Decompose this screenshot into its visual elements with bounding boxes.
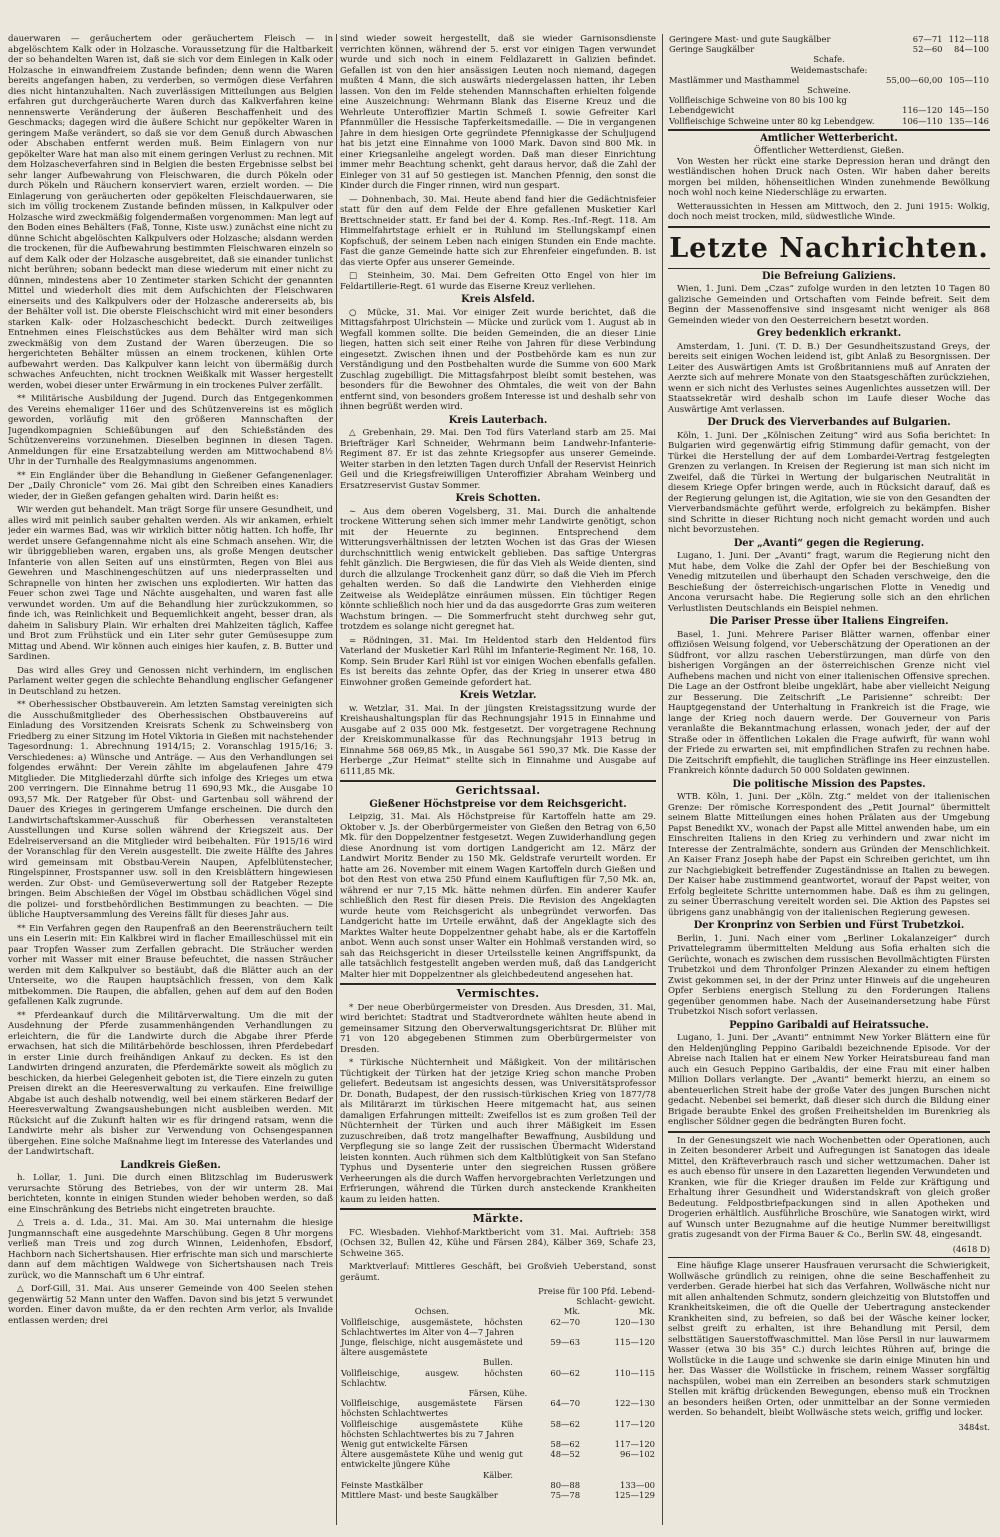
- divider: [340, 1208, 656, 1210]
- price-value: 125—129: [614, 1490, 655, 1501]
- article-text: dauerwaren — geräuchertem oder geräuchertem Fleisch — in abgelöschtem Kalk oder in Holzasche. Voraussetzung für die Haltbarkeit der so behandelten Waren ist, daß sie sich vor dem Einlegen in Kalk oder Holzasche in einwandfreiem Zustande befinden; denn wenn die Waren bereits angefangen haben, zu verderben, so vermögen diese Verfahren dies nicht hintanzuhalten. Nach zuverlässigen Mitteilungen aus Belgien erfahren gut durchgeräucherte Waren durch das Kalkverfahren keine nennenswerte Veränderung der äußeren Beschaffenheit und des Geschmacks; dagegen wird die äußere Schicht nur gepökelter Waren in geringem Maße verändert, so daß sie vor dem Genuß durch Abwaschen oder Abschaben entfernt werden muß. Beim Einlagern von nur gepökelter Ware hat man also mit einem geringen Verlust zu rechnen. Mit dem Holzascheverfahren sind in Belgien die besten Ergebnisse selbst bei sehr langer Aufbewahrung von Fleischwaren, die durch Pökeln oder durch Pökeln und Räuchern konserviert waren, erzielt worden. — Die Einlagerung von geräucherten oder gepökelten Fleischdauerwaren, sie sich im völlig trockenem Zustande befinden müssen, in Kalkpulver oder Holzasche wird zweckmäßig folgendermaßen vorgenommen: Man legt auf den Boden eines Behälters (Faß, Tonne, Kiste usw.) zunächst eine nicht zu dünne Schicht abgelöschten Kalkpulvers oder Holzasche; alsdann werden die trockenen, für die Aufbewahrung bestimmten Fleischwaren einzeln so auf dem Kalk oder der Holzasche ausgebreitet, daß sie einander tunlichst nicht berühren; sobann bedeckt man diese wiederum mit einer nicht zu dünnen, mindestens aber 10 Zentimeter starken Schicht der genannten Mittel und wiederholt dies mit dem Aufschichten der Fleischwaren einerseits und des Kalkpulvers oder der Holzasche andererseits ab, bis der Behälter voll ist. Die oberste Fleischschicht wird mit einer besonders starken Kalk- oder Holzascheschicht bedeckt. Durch zeitweiliges Entnehmen eines Fleischstückes aus dem Behälter wird man sich zweckmäßig von dem Zustand der Waren überzeugen. Die so hergerichteten Behälter müssen an einem trockenen, kühlen Orte aufbewahrt werden. Das Kalkpulver kann leicht von übermäßig durch schwaches Anfeuchten, nicht trocknen Weißkalk mit Wasser hergestellt werden, wobei dieser unter Erwärmung in ein trockenes Pulver zerfällt.: [8, 34, 333, 391]
- article-galizien: Wien, 1. Juni. Dem „Czas“ zufolge wurden in den letzten 10 Tagen 80 galizische Gemeinden und Ortschaften vom Feinde befreit. Seit dem Beginn der Massenoffensive sind insgesamt nicht weniger als 868 Gemeinden wieder von den Oesterreichern besetzt worden.: [668, 284, 990, 326]
- section-heading-wetterbericht: Amtlicher Wetterbericht.: [760, 132, 898, 144]
- article-heading-grey: Grey bedenklich erkrankt.: [756, 328, 902, 340]
- article-garibaldi: Lugano, 1. Juni. Der „Avanti“ entnimmt New Yorker Blättern eine für den Heldenjüngling Peppino Garibaldi bezeichnende Episode. Vor der Abreise nach Italien hat er einem New Yorker Heiratsbureau fand man auch ein Gesuch Peppino Garibaldis, der eine Frau mit einer halben Million Dollars verlangte. Der „Avanti“ bemerkt hierzu, an einem so abenteuerlichen Streit habe der große Vater des jungen Burschen nicht gedacht. Nebenbei sei bemerkt, daß dieser sich durch die Bildung einer Brigade beraubte Enkel des großen Freiheitshelden im Burenkrieg als englischer Söldner gegen die bedrängten Buren focht.: [668, 1033, 990, 1128]
- price-label: Vollfleischige Schweine von 80 bis 100 kg: [669, 95, 847, 106]
- article-grey: Amsterdam, 1. Juni. (T. D. B.) Der Gesundheitszustand Greys, der bereits seit einigen Wochen leidend ist, gibt Anlaß zu Besorgnissen. Der Leiter des Auswärtigen Amts ist Großbritanniens muß auf Anraten der Aerzte sich auf mehrere Monate von den Staatsgeschäften zurückziehen, wenn er sich nicht des Verlustes seines Augenlichtes aussetzen will. Der Staatssekretär wird deshalb schon im Laufe dieser Woche das Auswärtige Amt verlassen.: [668, 341, 990, 415]
- price-row: [668, 95, 990, 105]
- price-table-header: [340, 1286, 656, 1306]
- article-heading-papst: Die politische Mission des Papstes.: [732, 778, 926, 790]
- article-wetzlar: w. Wetzlar, 31. Mai. In der jüngsten Kreistagssitzung wurde der Kreishaushaltungsplan für das Rechnungsjahr 1915 in Einnahme und Ausgabe auf 2 035 000 Mk. festgesetzt. Der vorgetragene Rechnung der Kreiskommunalkasse für das Rechnungsjahr 1913 betrug in Einnahme 568 069,85 Mk., in Ausgabe 561 590,37 Mk. Die Kasse der Herberge „Zur Heimat“ stellte sich in Einnahme und Ausgabe auf 6111,85 Mk.: [340, 703, 656, 777]
- price-row: [340, 1368, 656, 1388]
- price-value: 135—146: [948, 115, 989, 126]
- price-label: Vollfleischige, ausgemästete, höchsten Schlachtwertes im Alter von 4—7 Jahren: [341, 1316, 523, 1337]
- table-group-schweine: Schweine.: [807, 85, 851, 96]
- price-label: Vollfleischige, ausgemästete Färsen höchsten Schlachtwertes: [341, 1398, 523, 1419]
- table-group-faersen: Färsen, Kühe.: [468, 1388, 528, 1399]
- divider: [668, 268, 990, 269]
- article-hoechstpreise: Leipzig, 31. Mai. Als Höchstpreise für Kartoffeln hatte am 29. Oktober v. Js. der Oberbürgermeister von Gießen den Betrag von 6,50 Mk. für den Doppelzentner festgesetzt. Wegen Zuwiderhandlung gegen diese Anordnung ist vom dortigen Landgericht am 12. März der Landwirt Moritz Bender zu 150 Mk. Geldstrafe verurteilt worden. Er hatte am 26. November mit einem Wagen Kartoffeln durch Gießen und bot den Rest von etwa 250 Pfund einem Kaufluftigen für 7,50 Mk. an, während er nur 7,15 Mk. hätte nehmen dürfen. Ein anderer Kaufer schließlich den Rest für diesen Preis. Die Revision des Angeklagten wurde heute vom Reichsgericht als unbegründet verworfen. Das Landgericht hatte im Urteile erwähnt, daß der Angeklagte sich des Marktes Walter heute Doppelzentner gehabt habe, als er die Kartoffeln anbot. Wenn auch sonst unser Walter ein Hohlmaß verstanden wird, so sah das Reichsgericht in dieser Urteilsstelle keinen Angriffspunkt, da alle tatsächlich festgestellt angeben werden muß, daß das Landgericht Malter hier mit Doppelzentner als gleichbedeutend angesehen hat.: [340, 812, 656, 980]
- article-text: Das wird alles Grey und Genossen nicht verhindern, im englischen Parlament weiter gegen die schlechte Behandlung englischer Gefangener in Deutschland zu hetzen.: [8, 665, 333, 697]
- section-heading-alsfeld: Kreis Alsfeld.: [461, 294, 535, 305]
- unit-label: Mk.: [638, 1306, 655, 1317]
- price-col-header: Preise für 100 Pfd. Lebend- Schlacht- gewicht.: [538, 1286, 655, 1307]
- article-steinheim: □ Steinheim, 30. Mai. Dem Gefreiten Otto Engel von hier im Feldartillerie-Regt. 61 wurde das Eiserne Kreuz verliehen.: [340, 271, 656, 292]
- price-value: 112—118: [948, 34, 989, 44]
- article-quote: Wir werden gut behandelt. Man trägt Sorge für unsere Gesundheit, und alles wird mit peinlich sauber gehalten werden. Als wir ankamen, erhielt jeder ein warmes Bad, was wir wirklich bitter nötig hatten. Ich hoffe, Ihr werdet unsere Gefangennahme nicht als eine Schmach ansehen. Wir, die wir übriggeblieben waren, ergaben uns, als große Mengen deutscher Infanterie von allen Seiten auf uns einstürmten, Regen von Blei aus Gewehren und Maschinengeschützen auf uns niederprasselten und Schrapnelle von hinten her zwischen uns explodierten. Wir hatten das Feuer schon zwei Tage und Nächte ausgehalten, und waren fast alle verwundet worden. Um auf die Behandlung hier zurückzukommen, so finde ich, was Reinlichkeit und Bequemlichkeit angeht, besser dran, als daheim in Salisbury Plain. Wir erhalten drei Mahlzeiten täglich, Kaffee und Brot zum Frühstück und ein Liter sehr guter Gemüsesuppe zum Mittag und Abend. Wir können auch einiges hier kaufen, z. B. Butter und Sardinen.: [8, 505, 333, 662]
- price-row: [340, 1337, 656, 1357]
- market-report-intro: FC. Wiesbaden. Viehhof-Marktbericht vom 31. Mai. Auftrieb: 358 (Ochsen 32, Bullen 42, Kühe und Färsen 284), Kälber 369, Schafe 23, Schweine 365.: [340, 1227, 656, 1259]
- article-oberbuergermeister: * Der neue Oberbürgermeister von Dresden. Aus Dresden, 31. Mai, wird berichtet: Stadtrat und Stadtverordnete wählten heute abend in gemeinsamer Sitzung den Oberverwaltungsgerichtsrat Dr. Blüher mit 71 von 120 abgegebenen Stimmen zum Oberbürgermeister von Dresden.: [340, 1002, 656, 1055]
- price-value: 84—100: [953, 44, 989, 55]
- divider: [668, 226, 990, 228]
- article-dohnenbach: — Dohnenbach, 30. Mai. Heute abend fand hier die Gedächtnisfeier statt für den auf dem Felde der Ehre gefallenen Musketier Karl Brettschneider statt. Er fand bei der 4. Komp. Res.-Inf.-Regt. 118. Am Himmelfahrtstage erhielt er in Ruhlund im Stellungskampf einen Kopfschuß, der seinem Leben nach einigen Stunden ein Ende machte. Fast die ganze Gemeinde hatte sich zur Ehrenfeier eingefunden. B. ist das vierte Opfer aus unserer Gemeinde.: [340, 194, 656, 268]
- article-jugend: ** Militärische Ausbildung der Jugend. Durch das Entgegenkommen des Vereins ehemaliger 116er und des Schützenvereins ist es möglich geworden, vorläufig mit den größeren Mannschaften der Jugendkompagnien Schießübungen auf den Schießständen des Schützenvereins vorzunehmen. Dieselben beginnen in diesen Tagen. Anmeldungen für eine Ersatzabteilung werden am Mittwochabend 8½ Uhr in der Turnhalle des Realgymnasiums angenommen.: [8, 394, 333, 467]
- price-value: 55,00—60,00: [886, 74, 943, 85]
- price-value: 64—70: [550, 1398, 581, 1409]
- wetter-subtitle: Öffentlicher Wetterdienst, Gießen.: [753, 146, 905, 157]
- unit-label: Mk.: [563, 1306, 581, 1317]
- price-value: 133—00: [619, 1479, 655, 1490]
- price-label: Wenig gut entwickelte Färsen: [341, 1439, 468, 1450]
- article-kronprinz: Berlin, 1. Juni. Nach einer vom „Berliner Lokalanzeiger“ durch Privattelegramm übermittelten Meldung aus Sofia erhalten sich die Gerüchte, wonach es zwischen dem russischen Bevollmächtigten Fürsten Trubetzkoi und dem Thronfolger Prinzen Alexander zu einem heftigen Zwist gekommen sei, in der der Prinz unter Hinweis auf die ungeheuren Opfer Serbiens energisch Stellung zu den Forderungen Italiens gegenüber genommen habe. Nach der Auseinandersetzung habe Fürst Trubetzkoi Nisch sofort verlassen.: [668, 933, 990, 1018]
- price-table-continued: [668, 34, 990, 126]
- section-heading-wetzlar: Kreis Wetzlar.: [459, 690, 537, 701]
- article-avanti: Lugano, 1. Juni. Der „Avanti“ fragt, warum die Regierung nicht den Mut habe, dem Volke die Zahl der Opfer bei der Beschießung von Venedig mitzuteilen und überhaupt den Schaden verschweige, den die Beschießung der österreichisch-ungarischen Flotte in Venedig und Ancona verursacht habe. Die Regierung solle sich an den ehrlichen Verlustlisten Deutschlands ein Beispiel nehmen.: [668, 551, 990, 614]
- price-value: 80—88: [550, 1479, 581, 1490]
- price-row: [668, 44, 990, 54]
- column-3: [668, 34, 990, 1527]
- section-heading-landkreis-giessen: Landkreis Gießen.: [120, 1159, 221, 1171]
- price-label: Ältere ausgemästete Kühe und wenig gut entwickelte jüngere Kühe: [341, 1449, 523, 1470]
- article-lollar: h. Lollar, 1. Juni. Die durch einen Blitzschlag im Buderuswerk verursachte Störung des Betriebes, von der wir unterm 28. Mai berichteten, konnte in einigen Stunden wieder behoben werden, so daß eine Einschränkung des Betriebs nicht eingetreten brauchte.: [8, 1173, 333, 1215]
- wetter-aussichten: Wetteraussichten in Hessen am Mittwoch, den 2. Juni 1915: Wolkig, doch noch meist trocken, mild, südwestliche Winde.: [668, 201, 990, 223]
- price-label: Vollfleischige Schweine unter 80 kg Lebendgew.: [669, 115, 875, 126]
- table-group-schafe: Schafe.: [813, 54, 845, 65]
- price-table-units: [340, 1306, 656, 1316]
- price-label: Mittlere Mast- und beste Saugkälber: [341, 1490, 498, 1501]
- divider: [668, 129, 990, 131]
- price-row: [340, 1317, 656, 1337]
- price-value: 105—110: [948, 74, 989, 85]
- price-row: [668, 105, 990, 115]
- price-value: 75—78: [550, 1490, 581, 1501]
- price-value: 52—60: [912, 44, 943, 55]
- table-group-weidemast: Weidemastschafe:: [790, 64, 868, 75]
- price-row: [340, 1480, 656, 1490]
- price-label: Junge, fleischige, nicht ausgemästete und ältere ausgemästete: [341, 1337, 523, 1358]
- price-label: Mastlämmer und Masthammel: [669, 74, 800, 85]
- price-value: [881, 95, 944, 105]
- divider: [340, 780, 656, 782]
- price-value: 116—120: [902, 105, 943, 116]
- price-row: [340, 1439, 656, 1449]
- price-row: [340, 1419, 656, 1439]
- advert-persil: Eine häufige Klage unserer Hausfrauen verursacht die Schwierigkeit, Wollwäsche gründlich zu reinigen, ohne die seine Beschaffenheit zu verderben. Gerade hierbei hat sich das Verfahren, Wollwäsche nicht nur mit allen anhaltenden Schmutz, sondern gleichzeitig von Blutstoffen und Krankheitskeimen, die oft die Quelle der Uebertragung ansteckender Krankheiten sind, zu befreien, so daß bei der Wäsche keiner locker, selbst greift zu erhalten, ist ihre Behandlung mit Persil, dem selbsttätigen Sauerstoffwaschmittel. Man löse Persil in nur lauwarmem Wasser (etwa 30 bis 35° C.) durch leichtes Rühren auf, bringe die Wollstücke in die Lauge und schwenke sie darin einige Minuten hin und her. Das Wasser die Wollstücke in frischem, reinem Wasser sorgfältig nachspülen, wobei man ein Zerreiben an besonders stark schmutzigen Stellen mit kräftig drückenden Bewegungen, ebenso muß ein Trocknen an besonders heißen Orten, oder unmittelbar an der Sonne vermieden werden. So behandelt, bleibt Wollwäsche stets weich, griffig und locker.: [668, 1261, 990, 1419]
- price-value: 106—110: [902, 115, 943, 126]
- price-value: 110—115: [614, 1367, 655, 1378]
- article-heading-hoechstpreise: Gießener Höchstpreise vor dem Reichsgericht.: [369, 798, 627, 810]
- article-obstbauverein: ** Oberhessischer Obstbauverein. Am letzten Samstag vereinigten sich die Ausschußmitglieder des Oberhessischen Obstbauvereins auf Einladung des Vorsitzenden Kreisrats Schenk zu Schweinsberg von Friedberg zu einer Sitzung im Hotel Viktoria in Gießen mit nachstehender Tagesordnung: 1. Abrechnung 1914/15; 2. Voranschlag 1915/16; 3. Verschiedenes: a) Wünsche und Anträge. — Aus den Verhandlungen sei folgendes erwähnt: Der Verein zählte im abgelaufenen Jahre 479 Mitglieder. Die Mitgliederzahl dürfte sich infolge des Krieges um etwa 200 verringern. Die Einnahme betrug 11 690,93 Mk., die Ausgabe 10 093,57 Mk. Der Ratgeber für Obst- und Gartenbau soll während der Dauer des Krieges in geringerem Umfange erscheinen. Die durch den Landwirtschaftskammer-Ausschuß für Oberhessen veranstalteten Ausstellungen und Kurse sollen während der Kriegszeit aus. Der Edelreiserversand an die Mitglieder wird beibehalten. Für 1915/16 wird der Voranschlag für den Verein ausgestellt. Die zweite Hälfte des Jahres wird gemeinsam mit Obstbau-Verein Naupen, Apfelblütenstecher, Ringelspinner, Frostspanner usw. soll in den Kreisblättern hingewiesen werden. Zur Obst- und Gemüseverwertung soll der Ratgeber Rezepte bringen. Beim Abschießen der Vögel im Obstbau schädlichen Vögel sind die polizei- und forstbehördlichen Bestimmungen zu beachten. — Die übliche Hauptversammlung des Vereins fällt für dieses Jahr aus.: [8, 700, 333, 920]
- advert-tag: (4618 D): [952, 1243, 990, 1254]
- article-dorf-gill: △ Dorf-Gill, 31. Mai. Aus unserer Gemeinde von 400 Seelen stehen gegenwärtig 52 Mann unter den Waffen. Davon sind bis jetzt 5 verwundet worden. Einer davon mußte, da er den rechten Arm verlor, als Invalide entlassen werden; drei: [8, 1284, 333, 1326]
- price-value: 48—52: [550, 1449, 581, 1460]
- divider: [668, 1131, 990, 1133]
- price-label: Lebendgewicht: [669, 105, 735, 116]
- article-grebenhain: △ Grebenhain, 29. Mai. Den Tod fürs Vaterland starb am 25. Mai Briefträger Karl Schneider, Wehrmann beim Landwehr-Infanterie-Regiment 87. Er ist das zehnte Kriegsopfer aus unserer Gemeinde. Weiter starben in den letzten Tagen durch Unfall der Reservist Heinrich Geil und die Kriegsfreiwilligen Unteroffizier Abraham Weinberg und Ersatzreservist Gustav Sommer.: [340, 428, 656, 491]
- market-report-verlauf: Marktverlauf: Mittleres Geschäft, bei Großvieh Ueberstand, sonst geräumt.: [340, 1262, 656, 1283]
- article-treis: △ Treis a. d. Lda., 31. Mai. Am 30. Mai unternahm die hiesige Jungmannschaft eine ausgedehnte Marschübung. Gegen 8 Uhr morgens verließ man Treis und zog durch Winnen, Leidenhofen, Ebsdorf, Hachborn nach Sichertshausen. Hier erfrischte man sich und marschierte dann auf dem mächtigen Waldwege von Sichertshausen nach Treis zurück, wo die Mannschaft um 6 Uhr eintraf.: [8, 1218, 333, 1281]
- article-heading-garibaldi: Peppino Garibaldi auf Heiratssuche.: [729, 1019, 929, 1031]
- article-heading-bulgarien: Der Druck des Vierverbandes auf Bulgarien.: [707, 417, 951, 429]
- table-group-ochsen: Ochsen.: [414, 1306, 450, 1317]
- headline-letzte-nachrichten: Letzte Nachrichten.: [669, 232, 989, 264]
- price-value: 62—70: [550, 1316, 581, 1327]
- column-rule: [662, 34, 663, 1525]
- section-heading-maerkte: Märkte.: [472, 1212, 524, 1225]
- price-row: [340, 1398, 656, 1418]
- price-row: [668, 116, 990, 126]
- section-heading-schotten: Kreis Schotten.: [455, 493, 541, 504]
- article-englaender: ** Ein Engländer über die Behandlung in Gießener Gefangenenlager. Der „Daily Chronicle“ vom 26. Mai gibt den Schreiben eines Kanadiers wieder, der in Gießen gefangen gehalten wird. Darin heißt es:: [8, 470, 333, 502]
- price-row: [668, 75, 990, 85]
- article-heading-pariser-presse: Die Pariser Presse über Italiens Eingreifen.: [709, 616, 949, 628]
- price-value: 67—71: [912, 34, 943, 44]
- column-rule: [336, 34, 337, 1525]
- section-heading-vermischtes: Vermischtes.: [456, 987, 540, 1000]
- column-2: [340, 34, 656, 1527]
- article-tuerkische-nuechternheit: * Türkische Nüchternheit und Mäßigkeit. Von der militärischen Tüchtigkeit der Türken hat der jetzige Krieg schon manche Proben geliefert. Bedeutsam ist angesichts dessen, was Universitätsprofessor Dr. Donath, Budapest, der den russisch-türkischen Krieg von 1877/78 als Militärarzt im türkischen Heere mitgemacht hat, aus seinen damaligen Erfahrungen mitteilt: Zweifellos ist es zum großen Teil der Nüchternheit der Türken und auch ihrer Mäßigkeit im Essen zuzuschreiben, daß trotz mangelhafter Bewaffnung, Ausbildung und Verpflegung sie so lange Zeit der russischen Übermacht Widerstand leisten konnten. Auch rühmen sich dem Kaltblütigkeit von San Stefano Typhus und Dysenterie unter den siegreichen Russen größere Verheerungen als die durch Waffen hervorgebrachten Verletzungen und Erfrierungen, während die Türken durch ansteckende Krankheiten kaum zu leiden hatten.: [340, 1058, 656, 1205]
- article-roedningen: = Rödningen, 31. Mai. Im Heldentod starb den Heldentod fürs Vaterland der Musketier Karl Rühl im Infanterie-Regiment Nr. 168, 10. Komp. Sein Bruder Karl Rühl ist vor einigen Wochen ebenfalls gefallen. Es ist bereits das zehnte Opfer, das der Krieg in unserer etwa 480 Einwohner großen Gemeinde gefordert hat.: [340, 635, 656, 688]
- section-heading-gerichtssaal: Gerichtssaal.: [455, 784, 541, 797]
- article-text: sind wieder soweit hergestellt, daß sie wieder Garnisonsdienste verrichten können, während der 5. erst vor einigen Tagen verwundet wurde und sich noch in einem Feldlazarett in Galizien befindet. Gefallen ist von den hier ansässigen Leuten noch niemand, dagegen mußten 4 Mann, die sich auswärts niedergelassen hatten, ihr Leben lassen. Von den im Felde stehenden Mannschaften erhielten folgende eine Auszeichnung: Wehrmann Blank das Eiserne Kreuz und die Wehrleute Unteroffizier Martin Schmeß I. sowie Gefreiter Karl Pfannmüller die Hessische Tapferkeitsmedaille. — Die in vergangenen Jahre in dem hiesigen Orte gegründete Pfennigkasse der Schuljugend hat bis jetzt eine Einnahme von 1000 Mark. Davon sind 800 Mk. in einer Kriegsanleihe angelegt worden. Daß man dieser Einrichtung immer mehr Beachtung schenkt, geht daraus hervor, daß die Zahl der Einleger von 31 auf 50 gestiegen ist. Manchen Pfennig, den sonst die Kinder durch die Finger rinnen, wird nun gespart.: [340, 34, 656, 191]
- price-row: [340, 1449, 656, 1469]
- article-muecke: ○ Mücke, 31. Mai. Vor einiger Zeit wurde berichtet, daß die Mittagsfahrpost Ulrichstein — Mücke und zurück vom 1. August ab in Wegfall kommen sollte. Die beiden Gemeinden, die an dieser Linie liegen, hatten sich seit einer Reihe von Jahren für diese Verbindung eingesetzt. Zwischen ihnen und der Postbehörde kam es nun zur Verständigung und den Postbehalten wurde die Summe von 600 Mark Zuschlag zugebilligt. Die Mittagsfahrpost bleibt somit bestehen, was besonders für die Bewohner des Ohmtales, die weit von der Bahn entfernt sind, von besonders großem Interesse ist und deshalb sehr von ihnen begrüßt werden wird.: [340, 307, 656, 412]
- price-value: 59—63: [550, 1337, 581, 1348]
- article-raupenfrass: ** Ein Verfahren gegen den Raupenfraß an den Beerensträuchern teilt uns ein Leserin mit: Ein Kalkbrei wird in flacher Emailleschüssel mit ein paar Tropfen Wasser zum Zerfallen gebracht. Die Sträucher werden vorher mit Wasser mit einer Brause befeuchtet, die nassen Sträucher werden mit dem Kalkpulver so bestäubt, daß die Blätter auch an der Unterseite, wo die Raupen hauptsächlich fressen, von dem Kalk mitbekommen. Die Raupen, die abfallen, gehen auf dem auf den Boden gefallenen Kalk zugrunde.: [8, 923, 333, 1007]
- price-value: 58—62: [550, 1418, 581, 1429]
- article-heading-avanti: Der „Avanti“ gegen die Regierung.: [733, 537, 925, 549]
- price-value: 60—62: [550, 1367, 581, 1378]
- advert-tag: 3484st.: [958, 1421, 990, 1432]
- price-value: 96—102: [619, 1449, 655, 1460]
- article-bulgarien: Köln, 1. Juni. Der „Kölnischen Zeitung“ wird aus Sofia berichtet: In Bulgarien wird gegenwärtig eifrig Stimmung dafür gemacht, von der Türkei die Herstellung der auf dem Lombardei-Vertrag festgelegten Grenzen zu verlangen. In Kreisen der Regierung ist man sich nicht im Zweifel, daß die Türkei in Wertung der bulgarischen Neutralität in diesem Kriege Opfer bringen werde, auch in Rücksicht darauf, daß es der Regierung gelungen ist, die Agitation, wie sie von den Gesandten der Vierverbandsmächte geführt werde, erfolgreich zu bekämpfen. Bisher sind Schritte in dieser Richtung noch nicht gemacht worden und auch nicht bevorzustehen.: [668, 430, 990, 536]
- price-row: [340, 1490, 656, 1500]
- table-group-kaelber: Kälber.: [483, 1469, 513, 1480]
- price-value: 122—130: [614, 1398, 655, 1409]
- price-value: 117—120: [614, 1439, 655, 1450]
- price-label: Geringere Mast- und gute Saugkälber: [669, 34, 831, 44]
- article-papst: WTB. Köln, 1. Juni. Der „Köln. Ztg.“ meldet von der italienischen Grenze: Der römische Korrespondent des „Petit Journal“ übermittelt seinem Blatte Mitteilungen eines hohen Prälaten aus der Umgebung Papst Benedikt XV., wonach der Papst alle Mittel anwenden habe, um ein Einschreiten Italiens in den Krieg zu verhindern und zwar nicht im Interesse der Zentralmächte, sondern aus Gründen der Menschlichkeit. An Kaiser Franz Joseph habe der Papst ein Schreiben gerichtet, um ihn zur Nachgiebigkeit betreffender Zugeständnisse an Italien zu bewegen. Der Kaiser habe zustimmend geantwortet, worauf der Papst weiter, von Erfolg begleitete Schritte unternommen habe. Daß es ihm zu gelingen, zu seiner Überraschung vereitelt worden sei. Die Aktion des Papstes sei übrigens ganz unabhängig von der italienischen Regierung gewesen.: [668, 792, 990, 918]
- divider: [340, 983, 656, 985]
- price-value: [944, 95, 991, 105]
- wetter-text: Von Westen her rückt eine starke Depression heran und drängt den westländischen hohen Druck nach Osten. Wir haben daher bereits morgen bei milden, höhenseitlichen Winden zunehmende Bewölkung noch wohl noch keine Niederschläge zu erwarten.: [668, 156, 990, 199]
- price-value: 58—62: [550, 1439, 581, 1450]
- price-table: [340, 1286, 656, 1500]
- price-label: Vollfleischige ausgemästete Kühe höchsten Schlachtwertes bis zu 7 Jahren: [341, 1418, 523, 1439]
- table-group-bullen: Bullen.: [483, 1357, 513, 1368]
- article-pariser-presse: Basel, 1. Juni. Mehrere Pariser Blätter warnen, offenbar einer offiziösen Weisung folgend, vor Ueberschätzung der Operationen an der Südfront, vor allzu raschen Ueberstürzungen, man dürfe von den bisherigen Vorgängen an der österreichischen Grenze nicht viel Aufhebens machen und nicht von einer italienischen Offensive sprechen. Die Lage an der Ostfront bleibe ungeklärt, habe aber vielleicht Neigung zur Besserung. Die Zeitschrift „Le Parisienne“ schreibt: Der Hauptgegenstand der Unterhaltung in Frankreich ist die Frage, wie lange der Krieg noch dauern werde. Der Gouverneur von Paris veranlaßte die Bekanntmachung erlassen, wonach jeder, der auf der Straße oder in öffentlichen Lokalen die Frage aufwirft, für wann wohl der Friede zu erwarten sei, mit empfindlichen Strafen zu rechnen habe. Die Zeitschrift empfiehlt, die tauglichen Sträflinge ins Heer einzustellen. Frankreich könnte dadurch 50 000 Soldaten gewinnen.: [668, 629, 990, 777]
- price-label: Vollfleischige, ausgew. höchsten Schlachtw.: [341, 1367, 523, 1388]
- article-heading-kronprinz: Der Kronprinz von Serbien und Fürst Trubetzkoi.: [693, 920, 965, 932]
- article-heading-galizien: Die Befreiung Galiziens.: [762, 270, 896, 282]
- price-row: [668, 34, 990, 44]
- advert-sanatogen: In der Genesungszeit wie nach Wochenbetten oder Operationen, auch in Zeiten besonderer Arbeit und Aufregungen ist Sanatogen das ideale Mittel, den Kräfteverbrauch rasch und sicher wettzumachen. Daher ist es auch ebenso für unsere in den Lazaretten liegenden Verwundeten und Kranken, wie für die Krieger draußen im Felde zur Kräftigung und Erhaltung ihrer Gesundheit und Widerstandskraft von gleich großer Bedeutung. Feldpostbriefpackungen sind in allen Apotheken und Drogerien erhältlich. Ausführliche Broschüre, wie Sanatogen wirkt, wird auf Wunsch unter Bezugnahme auf die heutige Nummer bereitwilligst gratis zugesandt von der Firma Bauer & Co., Berlin SW. 48, eingesandt.: [668, 1135, 990, 1241]
- price-label: Geringe Saugkälber: [669, 44, 755, 55]
- article-vogelsberg: ∼ Aus dem oberen Vogelsberg, 31. Mai. Durch die anhaltende trockene Witterung sehen sich immer mehr Landwirte genötigt, schon mit der Heuernte zu beginnen. Entsprechend dem Witterungsverhältnissen der letzten Wochen ist das Gras der Wiesen durchschnittlich wenig entwickelt geblieben. Das saftige Untergras fehlt gänzlich. Die Bergwiesen, die für das Vieh als Weide dienten, sind durch die allzulange Trockenheit ganz dürr, so daß die Vieh im Pferch gehalten werden. So daß die Landwirte den Viehherden einige Zeitweise als Weideplätze einräumen müssen. Ein tüchtiger Regen könnte schließlich noch hier und da das ausgedorrte Gras zum weiteren Wachstum bringen. — Die Sommerfrucht steht durchweg sehr gut, trotzdem es solange nicht geregnet hat.: [340, 506, 656, 632]
- column-1: [8, 34, 333, 1527]
- price-value: 117—120: [614, 1418, 655, 1429]
- article-pferdeankauf: ** Pferdeankauf durch die Militärverwaltung. Um die mit der Ausdehnung der Pferde zusammenhängenden Verhandlungen zu erleichtern, die für die Landwirte durch die Abgabe ihrer Pferde erwachsen, hat sich die Militärbehörde beschlossen, ihren Pferdebedarf in erster Linie durch freihändigen Ankauf zu decken. Es ist den Landwirten dringend anzuraten, die Pferdemärkte soweit als möglich zu beschicken, da hierbei Gelegenheit geboten ist, die Tiere einzeln zu guten Preisen direkt an die Heeresverwaltung zu verkaufen. Eine freiwillige Abgabe ist auch deshalb notwendig, weil bei einem stärkeren Bedarf der Heeresverwaltung Zwangsaushebungen nicht ausbleiben werden. Mit Rücksicht auf die Zukunft halten wir es für dringend ratsam, wenn die Landwirte mehr als bisher zur Verwendung von Ochsengespannen übergehen. Eine solche Maßnahme liegt im Interesse des Vaterlandes und der Landwirtschaft.: [8, 1010, 333, 1157]
- price-value: 145—150: [948, 105, 989, 116]
- price-label: Feinste Mastkälber: [341, 1479, 423, 1490]
- price-value: 120—130: [614, 1316, 655, 1327]
- price-value: 115—120: [614, 1337, 655, 1348]
- divider: [668, 1257, 990, 1258]
- section-heading-lauterbach: Kreis Lauterbach.: [448, 414, 548, 426]
